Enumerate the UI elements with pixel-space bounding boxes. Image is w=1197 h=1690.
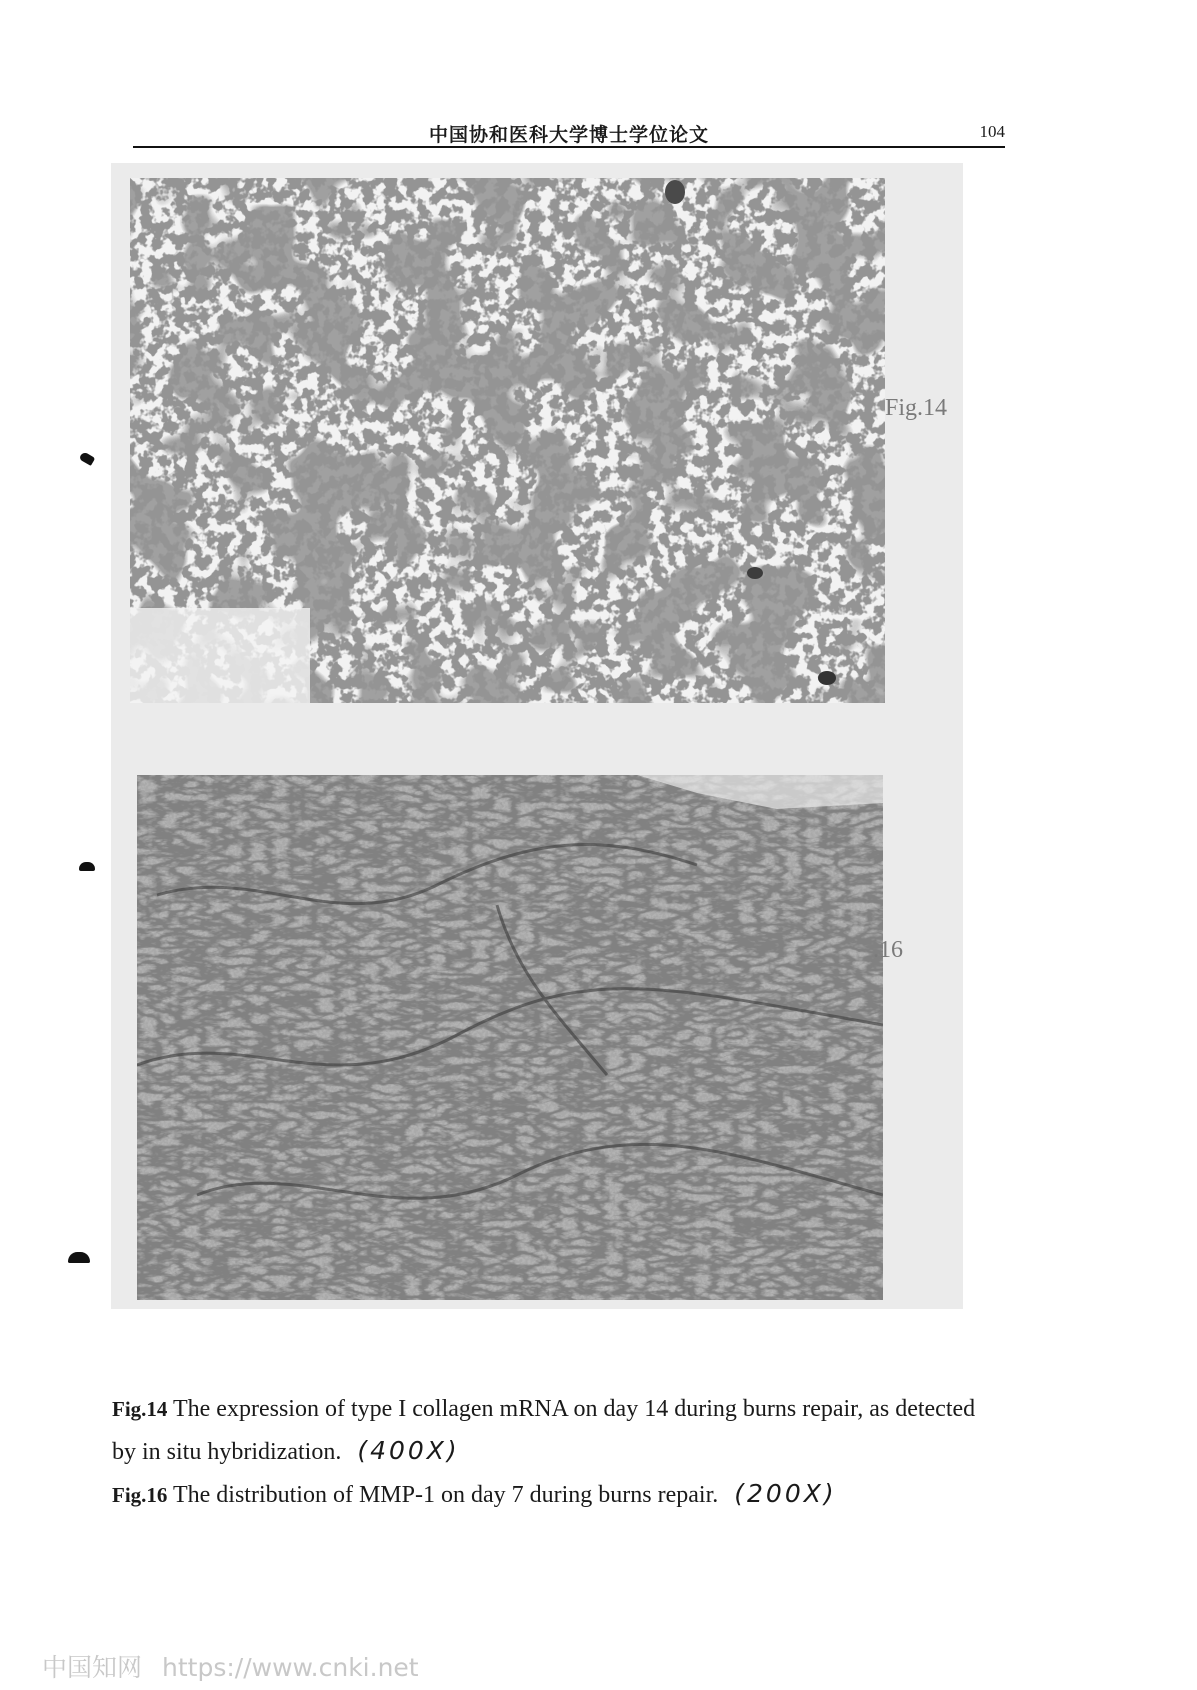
page-number: 104 [979,122,1005,141]
figure-captions [112,1388,1072,1516]
figure-label-fig14: Fig.14 [885,395,948,421]
thesis-title: 中国协和医科大学博士学位论文 [428,124,709,146]
watermark-brand: 中国知网 [42,1653,143,1682]
micrograph-fig14 [130,178,885,703]
margin-scan-mark [79,862,95,871]
cnki-watermark [42,1648,419,1684]
caption-fig14-line1 [112,1388,1072,1430]
caption-fig14-text-line2: by in situ hybridization. [112,1439,342,1465]
caption-fig14-text: The expression of type I collagen mRNA on day 14 during burns repair, as detected [167,1396,976,1422]
caption-fig14-line2 [112,1430,1072,1473]
handwritten-magnification-fig16: (200X) [734,1479,837,1508]
margin-scan-mark [68,1252,90,1263]
caption-fig16-ref: Fig.16 [112,1483,168,1507]
caption-fig16-line [112,1473,1072,1516]
caption-fig16-text: The distribution of MMP-1 on day 7 during burns repair. [167,1482,719,1508]
page-header [133,118,1005,148]
micrograph-fig16 [137,775,883,1300]
caption-fig14-ref: Fig.14 [112,1397,168,1421]
watermark-url: https://www.cnki.net [162,1653,419,1682]
figure-label-fig16: .16 [873,937,903,963]
margin-scan-mark [79,451,96,466]
handwritten-magnification-fig14: (400X) [357,1436,460,1465]
